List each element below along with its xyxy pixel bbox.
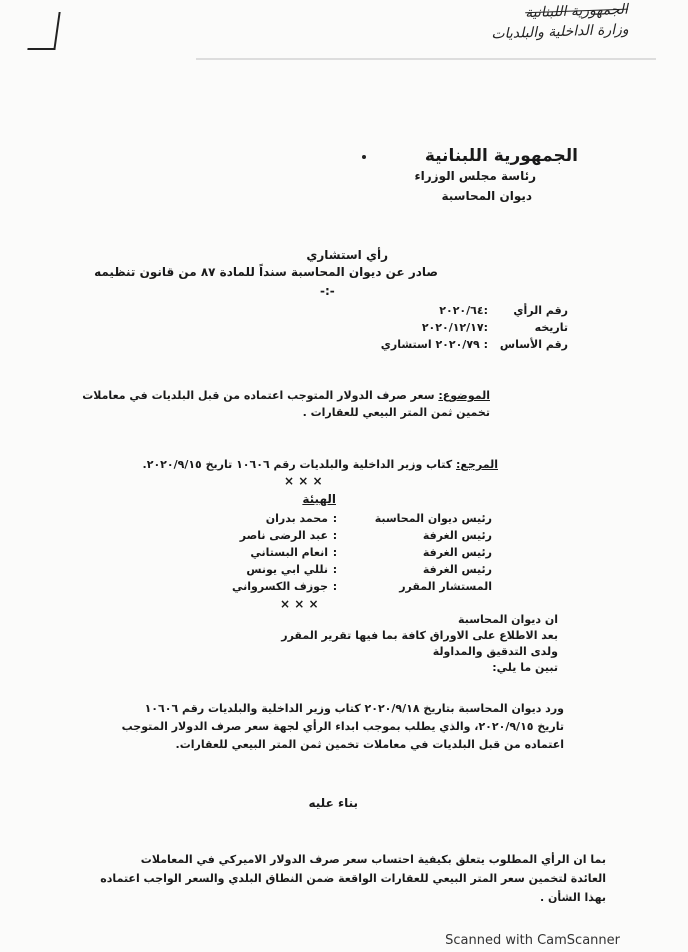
- scan-edge-line: [196, 58, 656, 60]
- meta-row: [328, 336, 568, 353]
- intro-line: ان ديوان المحاسبة: [458, 613, 558, 626]
- intro-line: تبين ما يلي:: [492, 661, 558, 674]
- subject-label: الموضوع:: [438, 389, 490, 402]
- member-row: رئيس ديوان المحاسبة : محمد بدران: [265, 512, 492, 525]
- subject-line: [82, 387, 490, 404]
- opinion-title: رأي استشاري: [306, 248, 388, 262]
- conclusion-line: بما ان الرأي المطلوب يتعلق بكيفية احتساب سعر صرف الدولار الاميركي في المعاملات: [140, 853, 606, 866]
- meta-value: :٢٠٢٠/٦٤: [439, 304, 488, 317]
- facts-block: [122, 700, 564, 754]
- meta-label: رقم الرأي: [513, 304, 568, 317]
- meta-value: :٢٠٢٠/١٢/١٧: [421, 321, 488, 334]
- opinion-meta: [328, 302, 568, 353]
- scanner-watermark: Scanned with CamScanner: [445, 933, 620, 948]
- member-name: محمد بدران: [265, 512, 328, 525]
- ink-dot: [362, 155, 366, 159]
- pen-mark: [27, 12, 60, 50]
- reference-line: [143, 456, 498, 473]
- facts-line: اعتماده من قبل البلديات في معاملات تخمين ثمن المتر البيعي للعقارات.: [175, 738, 564, 751]
- reference-label: المرجع:: [456, 458, 498, 471]
- member-name: انعام البستاني: [250, 546, 328, 559]
- member-row: رئيس الغرفة : نللي ابي يونس: [246, 563, 492, 576]
- letterhead: [415, 146, 579, 206]
- member-row: رئيس الغرفة : عبد الرضى ناصر: [239, 529, 492, 542]
- member-role: رئيس الغرفة: [422, 546, 492, 559]
- member-row: المستشار المقرر : جوزف الكسرواني: [232, 580, 492, 593]
- meta-label: تاريخه: [534, 321, 568, 334]
- conclusion-line: بهذا الشأن .: [540, 891, 606, 904]
- stars-top: × × ×: [284, 474, 323, 488]
- intro-block: [281, 612, 558, 676]
- meta-row: [328, 319, 568, 336]
- facts-line: ورد ديوان المحاسبة بتاريخ ٢٠٢٠/٩/١٨ كتاب وزير الداخلية والبلديات رقم ١٠٦٠٦: [144, 702, 564, 715]
- intro-line: بعد الاطلاع على الاوراق كافة بما فيها تقرير المقرر: [281, 629, 558, 642]
- country-name: الجمهورية اللبنانية: [424, 146, 578, 166]
- opinion-issuer: صادر عن ديوان المحاسبة سنداً للمادة ٨٧ من قانون تنظيمه: [94, 265, 438, 279]
- conclusion-block: [100, 850, 606, 907]
- meta-row: [328, 302, 568, 319]
- member-name: جوزف الكسرواني: [232, 580, 328, 593]
- subject-text: سعر صرف الدولار المتوجب اعتماده من قبل البلديات في معاملات: [82, 389, 439, 402]
- member-role: رئيس الغرفة: [422, 529, 492, 542]
- member-row: رئيس الغرفة : انعام البستاني: [250, 546, 492, 559]
- facts-line: تاريخ ٢٠٢٠/٩/١٥، والذي يطلب بموجب ابداء الرأي لجهة سعر صرف الدولار المتوجب: [121, 720, 564, 733]
- ministry-stamp: [490, 0, 629, 44]
- meta-value: : ٢٠٢٠/٧٩ استشاري: [380, 338, 488, 351]
- member-role: المستشار المقرر: [399, 580, 492, 593]
- subject-text-2: تخمين ثمن المتر البيعي للعقارات .: [302, 406, 490, 419]
- stamp-line-2: وزارة الداخلية والبلديات: [490, 21, 629, 43]
- panel-title: الهيئة: [302, 492, 336, 506]
- panel-members: [162, 510, 492, 595]
- member-role: رئيس الغرفة: [422, 563, 492, 576]
- conclusion-line: العائدة لتخمين سعر المتر البيعي للعقارات الواقعة ضمن النطاق البلدي والسعر الواجب اعتماده: [100, 872, 606, 885]
- presidency-name: رئاسة مجلس الوزراء: [414, 169, 536, 183]
- court-name: ديوان المحاسبة: [441, 189, 532, 203]
- reference-text: كتاب وزير الداخلية والبلديات رقم ١٠٦٠٦ تاريخ ٢٠٢٠/٩/١٥.: [142, 458, 457, 471]
- stars-bottom: × × ×: [280, 597, 319, 611]
- member-name: نللي ابي يونس: [246, 563, 328, 576]
- accordingly-heading: بناء عليه: [308, 796, 358, 810]
- meta-label: رقم الأساس: [499, 338, 568, 351]
- member-name: عبد الرضى ناصر: [239, 529, 328, 542]
- intro-line: ولدى التدقيق والمداولة: [432, 645, 558, 658]
- member-role: رئيس ديوان المحاسبة: [374, 512, 492, 525]
- stamp-line-1: الجمهورية اللبنانية: [524, 1, 628, 22]
- opinion-separator: -:-: [320, 284, 335, 298]
